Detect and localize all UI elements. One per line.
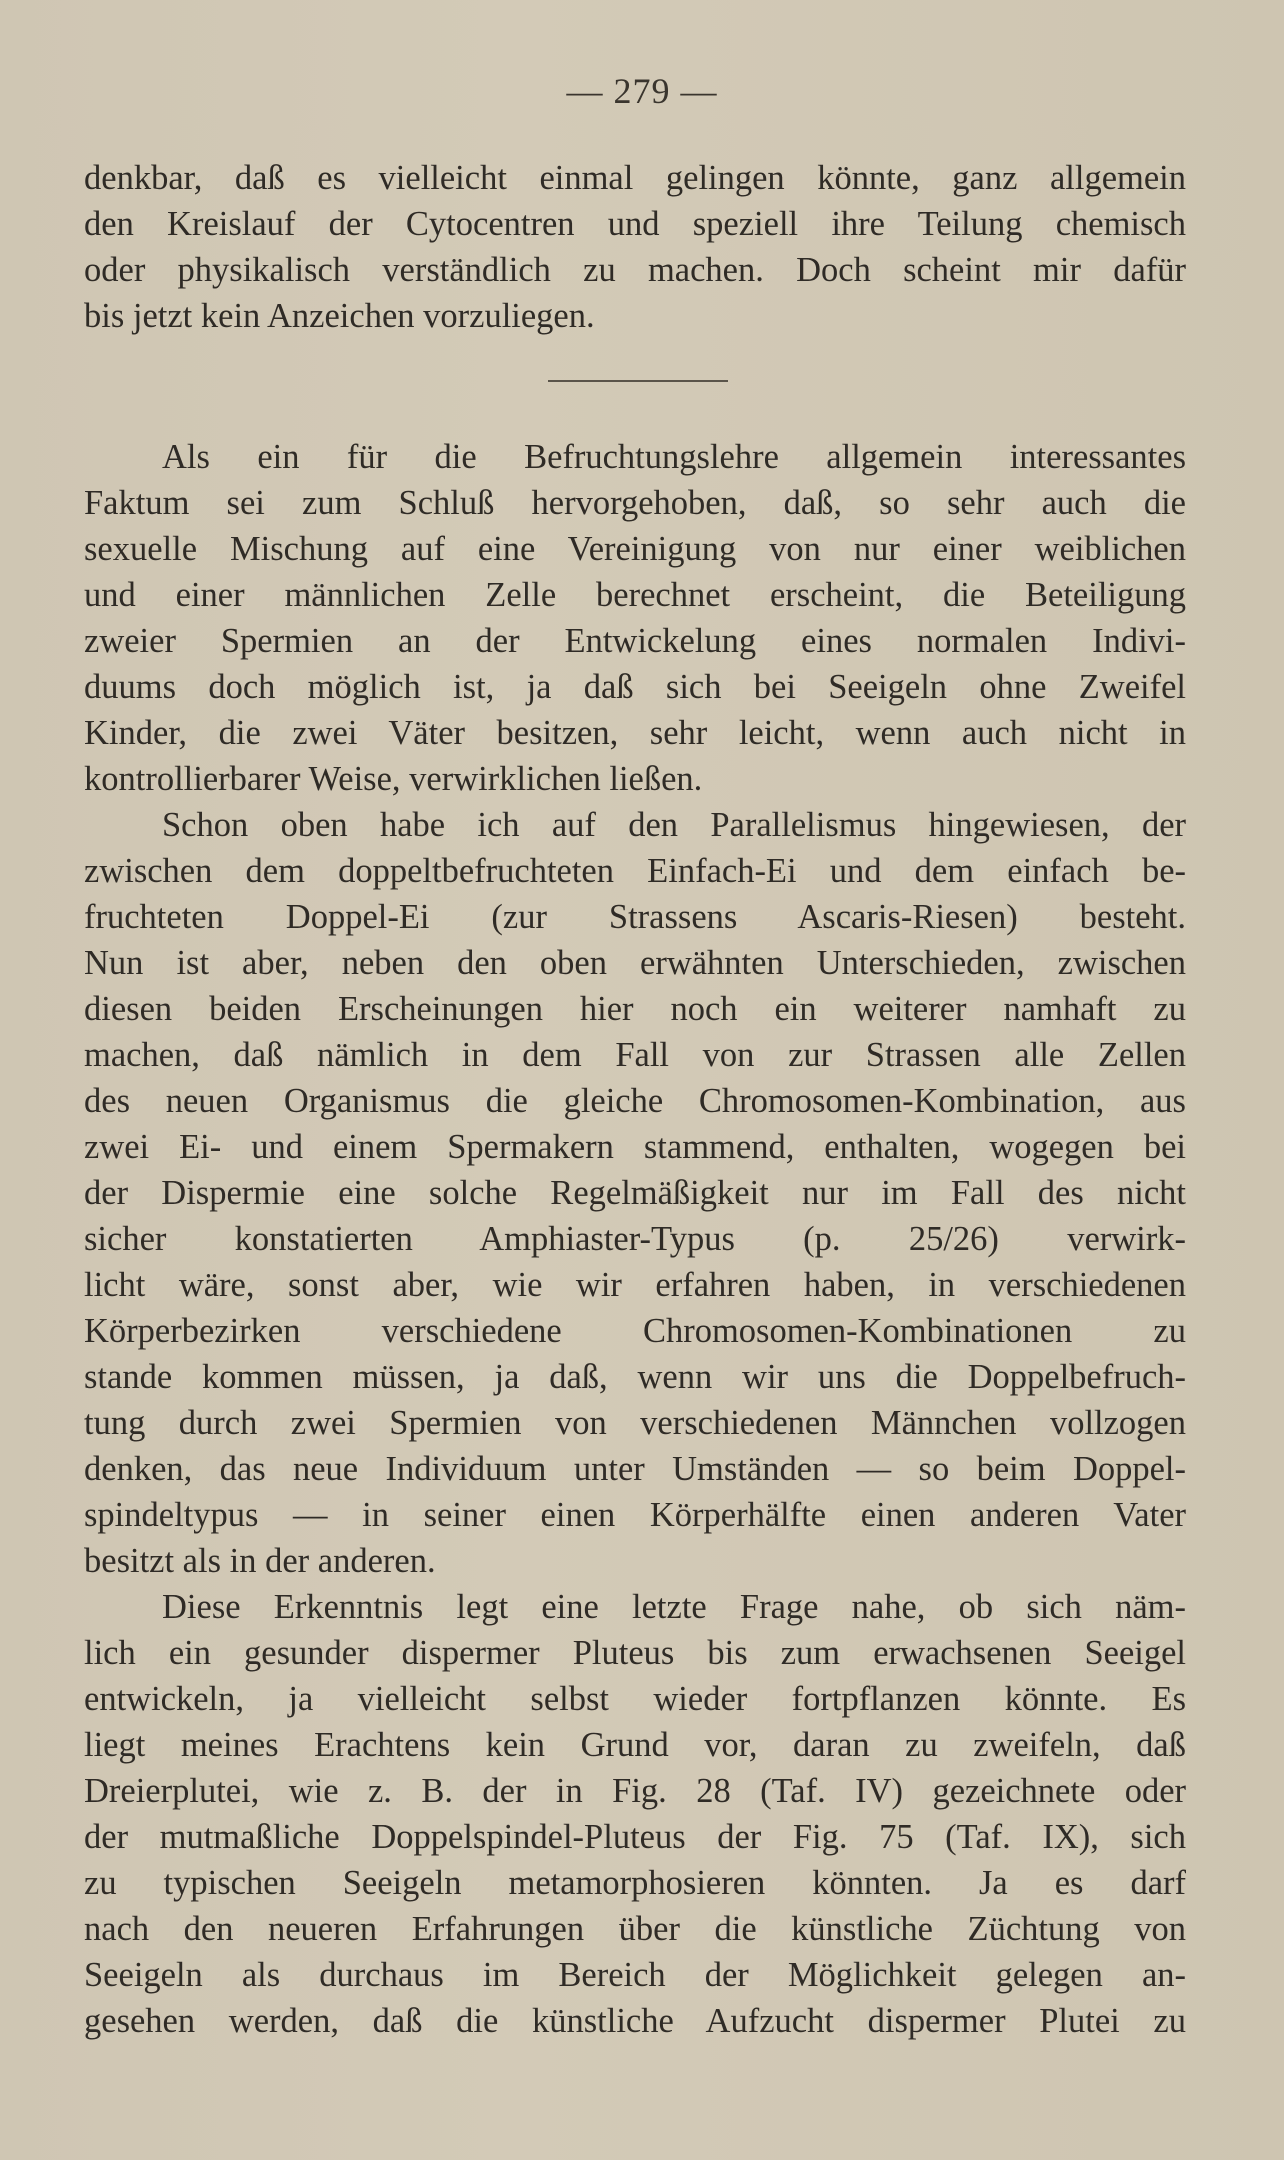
text-line: sicher konstatierten Amphiaster-Typus (p. 25/26) verwirk- <box>84 1220 1186 1258</box>
text-line: liegt meines Erachtens kein Grund vor, daran zu zweifeln, daß <box>84 1726 1186 1764</box>
text-line: besitzt als in der anderen. <box>84 1542 436 1580</box>
text-line: Diese Erkenntnis legt eine letzte Frage nahe, ob sich näm- <box>162 1588 1186 1626</box>
text-line: duums doch möglich ist, ja daß sich bei Seeigeln ohne Zweifel <box>84 668 1186 706</box>
text-line: Nun ist aber, neben den oben erwähnten Unterschieden, zwischen <box>84 944 1186 982</box>
text-line: lich ein gesunder dispermer Pluteus bis zum erwachsenen Seeigel <box>84 1634 1186 1672</box>
text-line: den Kreislauf der Cytocentren und speziell ihre Teilung chemisch <box>84 205 1186 243</box>
text-line: Als ein für die Befruchtungslehre allgemein interessantes <box>162 438 1186 476</box>
text-line: denken, das neue Individuum unter Umständen — so beim Doppel- <box>84 1450 1186 1488</box>
text-line: zu typischen Seeigeln metamorphosieren könnten. Ja es darf <box>84 1864 1186 1902</box>
text-line: zweier Spermien an der Entwickelung eines normalen Indivi- <box>84 622 1186 660</box>
text-line: Schon oben habe ich auf den Parallelismus hingewiesen, der <box>162 806 1186 844</box>
page-number: — 279 — <box>566 71 718 111</box>
text-line: zwischen dem doppeltbefruchteten Einfach-Ei und dem einfach be- <box>84 852 1186 890</box>
text-line: Kinder, die zwei Väter besitzen, sehr leicht, wenn auch nicht in <box>84 714 1186 752</box>
text-line: tung durch zwei Spermien von verschiedenen Männchen vollzogen <box>84 1404 1186 1442</box>
text-line: oder physikalisch verständlich zu machen. Doch scheint mir dafür <box>84 251 1186 289</box>
text-line: des neuen Organismus die gleiche Chromosomen-Kombination, aus <box>84 1082 1186 1120</box>
text-line: entwickeln, ja vielleicht selbst wieder fortpflanzen könnte. Es <box>84 1680 1186 1718</box>
text-line: und einer männlichen Zelle berechnet erscheint, die Beteiligung <box>84 576 1186 614</box>
text-line: gesehen werden, daß die künstliche Aufzucht dispermer Plutei zu <box>84 2002 1186 2040</box>
paragraph-3 <box>84 802 1186 1584</box>
text-line: diesen beiden Erscheinungen hier noch ein weiterer namhaft zu <box>84 990 1186 1028</box>
text-line: kontrollierbarer Weise, verwirklichen ließen. <box>84 760 703 798</box>
text-line: machen, daß nämlich in dem Fall von zur Strassen alle Zellen <box>84 1036 1186 1074</box>
paragraph-2 <box>84 434 1186 802</box>
text-line: der mutmaßliche Doppelspindel-Pluteus der Fig. 75 (Taf. IX), sich <box>84 1818 1186 1856</box>
text-line: bis jetzt kein Anzeichen vorzuliegen. <box>84 297 595 335</box>
text-line: Körperbezirken verschiedene Chromosomen-Kombinationen zu <box>84 1312 1186 1350</box>
text-line: Dreierplutei, wie z. B. der in Fig. 28 (Taf. IV) gezeichnete oder <box>84 1772 1186 1810</box>
text-line: denkbar, daß es vielleicht einmal gelingen könnte, ganz allgemein <box>84 159 1186 197</box>
section-divider <box>548 380 728 382</box>
text-line: sexuelle Mischung auf eine Vereinigung von nur einer weiblichen <box>84 530 1186 568</box>
text-line: Faktum sei zum Schluß hervorgehoben, daß, so sehr auch die <box>84 484 1186 522</box>
paragraph-4 <box>84 1584 1186 2044</box>
paragraph-1 <box>84 155 1186 339</box>
text-line: nach den neueren Erfahrungen über die künstliche Züchtung von <box>84 1910 1186 1948</box>
text-line: fruchteten Doppel-Ei (zur Strassens Ascaris-Riesen) besteht. <box>84 898 1186 936</box>
text-line: Seeigeln als durchaus im Bereich der Möglichkeit gelegen an- <box>84 1956 1186 1994</box>
text-line: stande kommen müssen, ja daß, wenn wir uns die Doppelbefruch- <box>84 1358 1186 1396</box>
text-line: licht wäre, sonst aber, wie wir erfahren haben, in verschiedenen <box>84 1266 1186 1304</box>
text-line: zwei Ei- und einem Spermakern stammend, enthalten, wogegen bei <box>84 1128 1186 1166</box>
text-line: spindeltypus — in seiner einen Körperhälfte einen anderen Vater <box>84 1496 1186 1534</box>
text-line: der Dispermie eine solche Regelmäßigkeit nur im Fall des nicht <box>84 1174 1186 1212</box>
